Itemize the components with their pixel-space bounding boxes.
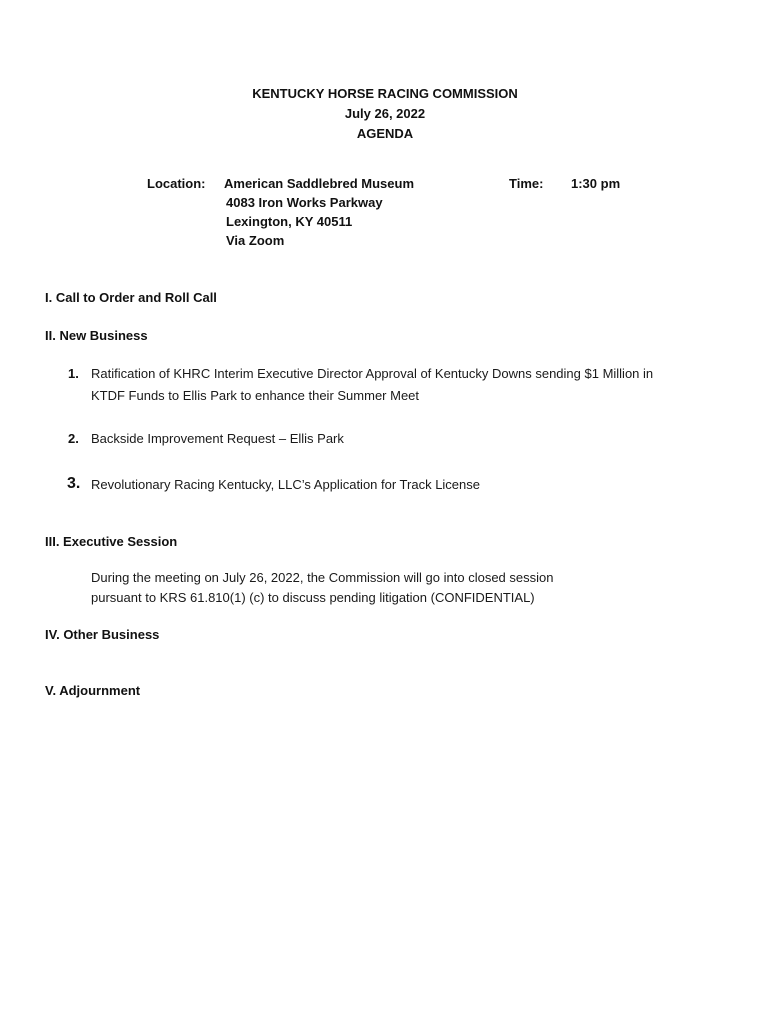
item-text-line: KTDF Funds to Ellis Park to enhance their Summer Meet bbox=[91, 388, 420, 403]
exec-session-text-line: During the meeting on July 26, 2022, the Commission will go into closed session bbox=[91, 570, 554, 585]
location-city: Lexington, KY 40511 bbox=[226, 214, 353, 229]
location-street: 4083 Iron Works Parkway bbox=[226, 195, 383, 210]
section-new-business: II. New Business bbox=[45, 328, 148, 343]
section-call-to-order: I. Call to Order and Roll Call bbox=[45, 290, 217, 305]
agenda-title: AGENDA bbox=[356, 126, 414, 141]
time-value: 1:30 pm bbox=[571, 176, 621, 191]
section-executive-session: III. Executive Session bbox=[45, 534, 178, 549]
section-other-business: IV. Other Business bbox=[45, 627, 160, 642]
meeting-date: July 26, 2022 bbox=[344, 106, 426, 121]
exec-session-text-line: pursuant to KRS 61.810(1) (c) to discuss pending litigation (CONFIDENTIAL) bbox=[91, 590, 535, 605]
item-number: 1. bbox=[68, 366, 79, 381]
item-number: 3. bbox=[67, 475, 81, 492]
location-venue: American Saddlebred Museum bbox=[224, 176, 414, 191]
location-virtual: Via Zoom bbox=[226, 233, 285, 248]
item-text-line: Ratification of KHRC Interim Executive Director Approval of Kentucky Downs sending $1 Million in bbox=[91, 366, 654, 381]
item-number: 2. bbox=[68, 431, 79, 446]
org-title: KENTUCKY HORSE RACING COMMISSION bbox=[252, 86, 518, 101]
time-label: Time: bbox=[509, 176, 544, 191]
item-text-line: Backside Improvement Request – Ellis Park bbox=[91, 431, 344, 446]
item-text-line: Revolutionary Racing Kentucky, LLC’s Application for Track License bbox=[91, 477, 480, 492]
section-adjournment: V. Adjournment bbox=[45, 683, 141, 698]
location-label: Location: bbox=[147, 176, 206, 191]
